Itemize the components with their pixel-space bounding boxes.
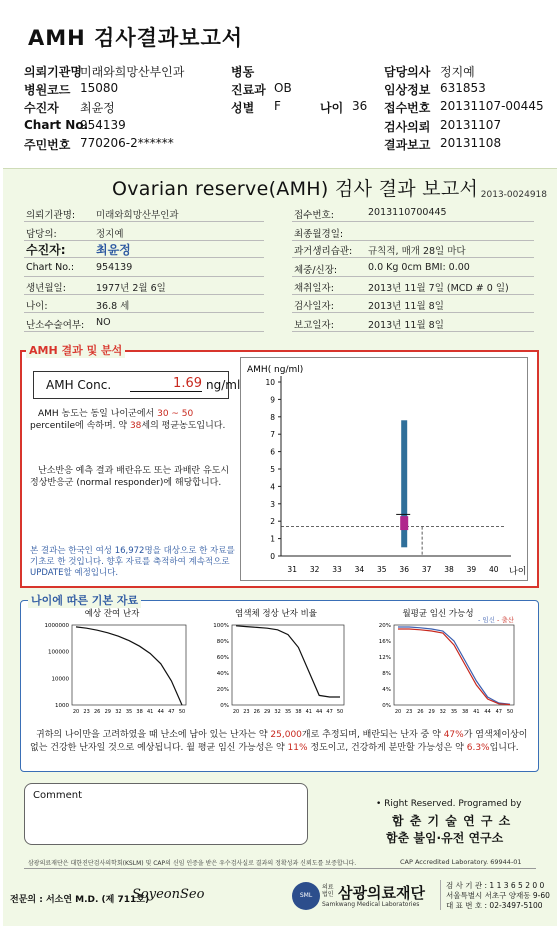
s-k: 입니다. xyxy=(489,742,519,753)
y-tick-label: 1 xyxy=(270,534,275,544)
mini-x-tick: 29 xyxy=(428,709,435,715)
mini-x-tick: 41 xyxy=(473,709,480,715)
row-separator xyxy=(24,331,264,332)
s-c: 개로 추정되며, 배란되는 난자 중 xyxy=(301,730,430,740)
mini-x-tick: 47 xyxy=(495,709,502,715)
mini-x-tick: 23 xyxy=(406,709,413,715)
header-value: 770206-2****** xyxy=(80,136,174,150)
patient-value: 정지예 xyxy=(96,229,124,240)
patient-key: 수진자: xyxy=(26,243,66,257)
y-tick-label: 9 xyxy=(270,395,275,405)
amh-data-note: 본 결과는 한국인 여성 16,972명을 대상으로 한 자료를 기초로 한 것입니다. 향후 자료를 축적하여 계속적으로 UPDATE할 예정입니다. xyxy=(30,546,235,578)
patient-key: 과거생리습관: xyxy=(294,246,353,257)
mini-x-tick: 50 xyxy=(506,709,514,715)
x-tick-label: 39 xyxy=(466,565,477,574)
mini-plot-area xyxy=(394,625,514,705)
header-key: 병원코드 xyxy=(24,83,71,97)
mini-x-tick: 35 xyxy=(450,709,458,715)
header-key: 진료과 xyxy=(231,83,266,97)
mini-y-tick: 100% xyxy=(213,623,229,629)
mini-y-tick: 16% xyxy=(378,639,391,645)
header-key: 주민번호 xyxy=(24,138,71,152)
p1d: 38 xyxy=(129,421,142,431)
patient-value: 최윤정 xyxy=(96,243,131,257)
mini-x-tick: 23 xyxy=(243,709,250,715)
header-key: 임상정보 xyxy=(384,83,431,97)
sheet-title: Ovarian reserve(AMH) 검사 결과 보고서 xyxy=(112,178,479,200)
mini-chart-title: 예상 잔여 난자 xyxy=(84,609,140,619)
chart-ylabel: AMH( ng/ml) xyxy=(247,365,304,375)
logo-main: 삼광의료재단 xyxy=(338,884,425,902)
header-value: 954139 xyxy=(80,118,126,132)
header-key: 나이 xyxy=(320,101,344,115)
mini-y-tick: 4% xyxy=(382,687,391,693)
mini-chart-eggs xyxy=(32,607,192,719)
header-key: 의뢰기관명 xyxy=(24,65,82,79)
s-f: 가 염색체이상이 없는 건강한 난자일 것으로 예상됩니다. 월 평균 임신 가능성은 약 xyxy=(30,730,528,753)
rights-text: • Right Reserved. Programed by xyxy=(376,799,522,809)
mini-x-tick: 26 xyxy=(253,709,260,715)
patient-value: 0.0 Kg 0cm BMI: 0.00 xyxy=(368,262,470,273)
y-tick-label: 2 xyxy=(270,517,275,527)
patient-key: 생년월일: xyxy=(26,283,66,294)
row-separator xyxy=(292,294,534,295)
mini-plot-area xyxy=(72,625,186,705)
patient-value: 2013년 11월 8일 xyxy=(368,320,444,331)
mini-y-tick: 1000000 xyxy=(44,623,69,629)
contact-block xyxy=(446,881,550,911)
s-a: 귀하의 나이만을 고려하였을 때 난소에 남아 있는 난자는 약 xyxy=(36,730,268,740)
y-tick-label: 5 xyxy=(270,465,275,474)
header-value: 631853 xyxy=(440,81,486,95)
s-b: 25,000 xyxy=(270,730,302,740)
mini-plot-area xyxy=(232,625,344,705)
header-key: 접수번호 xyxy=(384,101,431,115)
amh-age-chart xyxy=(241,358,529,582)
mini-x-tick: 20 xyxy=(232,709,240,715)
patient-value: NO xyxy=(96,317,111,328)
mini-x-tick: 26 xyxy=(94,709,101,715)
s-h: 정도이고, xyxy=(310,742,349,753)
row-separator xyxy=(24,294,264,295)
s-g: 11% xyxy=(287,742,308,753)
p1a: AMH 농도는 동일 나이군에서 xyxy=(38,409,155,419)
lab-name-1: 함 춘 기 술 연 구 소 xyxy=(392,814,512,828)
patient-value: 2013110700445 xyxy=(368,207,447,218)
patient-key: 채취일자: xyxy=(294,283,334,294)
logo-small: 의료 법인 xyxy=(322,884,334,898)
logo-en: Samkwang Medical Laboratories xyxy=(322,901,420,908)
row-separator xyxy=(292,312,534,313)
header-key: 수진자 xyxy=(24,101,59,115)
header-value: F xyxy=(274,99,281,113)
mini-x-tick: 44 xyxy=(157,709,164,715)
mini-x-tick: 44 xyxy=(484,709,491,715)
patient-value: 2013년 11월 8일 xyxy=(368,301,444,312)
header-key: 병동 xyxy=(231,65,255,79)
patient-point xyxy=(400,516,408,530)
x-tick-label: 34 xyxy=(354,565,365,574)
header-key: 결과보고 xyxy=(384,138,431,152)
s-d: 약 xyxy=(432,730,441,740)
mini-chart-normal xyxy=(202,607,350,719)
p1c: percentile에 속하며. 약 xyxy=(30,421,128,431)
p1e: 세의 평균농도입니다. xyxy=(141,421,226,431)
mini-x-tick: 23 xyxy=(83,709,90,715)
mini-x-tick: 41 xyxy=(147,709,154,715)
header-value: 36 xyxy=(352,99,368,113)
mini-x-tick: 32 xyxy=(274,709,281,715)
lab-name-2: 함춘 불임·유전 연구소 xyxy=(386,831,504,845)
mini-x-tick: 50 xyxy=(178,709,186,715)
contact-divider xyxy=(440,880,441,910)
mini-x-tick: 47 xyxy=(168,709,175,715)
contact-3: 대 표 번 호 : 02-3497-5100 xyxy=(446,901,543,910)
mini-x-tick: 35 xyxy=(284,709,292,715)
y-tick-label: 7 xyxy=(270,430,275,440)
mini-y-tick: 60% xyxy=(216,655,229,661)
x-tick-label: 35 xyxy=(377,565,387,574)
basic-summary xyxy=(30,729,535,754)
y-tick-label: 6 xyxy=(270,447,275,457)
p1b: 30 ~ 50 xyxy=(157,409,194,419)
chart-xlabel: 나이 xyxy=(509,567,527,577)
header-value: 20131107-00445 xyxy=(440,99,544,113)
mini-chart-title: 월평균 임신 가능성 xyxy=(402,609,474,619)
doctor-signature: SoyeonSeo xyxy=(132,887,205,902)
mini-x-tick: 26 xyxy=(417,709,424,715)
y-tick-label: 3 xyxy=(270,499,275,509)
header-key: 검사의뢰 xyxy=(384,120,431,134)
amh-percentile-text xyxy=(30,408,235,432)
header-key: 성별 xyxy=(231,101,255,115)
mini-y-tick: 0% xyxy=(220,703,229,709)
s-j: 6.3% xyxy=(466,742,490,753)
mini-y-tick: 1000 xyxy=(55,703,69,709)
s-i: 건강하게 분만할 가능성은 약 xyxy=(350,742,464,753)
mini-y-tick: 100000 xyxy=(48,649,69,656)
comment-label: Comment xyxy=(33,790,82,801)
header-key: 담당의사 xyxy=(384,65,431,79)
report-title: AMH 검사결과보고서 xyxy=(28,26,244,50)
cert-text: 삼광의료재단은 대한진단검사의학회(KSLM) 및 CAP의 신임 인증을 받은 우수검사실로 결과의 정확성과 신뢰도를 보증합니다. xyxy=(28,860,357,867)
y-tick-label: 0 xyxy=(270,552,275,561)
mini-chart-title: 염색체 정상 난자 비율 xyxy=(234,609,318,619)
amh-chart-frame xyxy=(240,357,528,581)
mini-y-tick: 8% xyxy=(382,671,391,677)
mini-x-tick: 38 xyxy=(136,709,143,715)
row-separator xyxy=(292,257,534,258)
amh-conc-label: AMH Conc. xyxy=(46,378,112,392)
x-tick-label: 38 xyxy=(444,565,454,574)
mini-x-tick: 38 xyxy=(462,709,469,715)
comment-box xyxy=(24,783,308,845)
patient-value: 954139 xyxy=(96,262,133,273)
header-value: 최윤정 xyxy=(80,101,115,115)
row-separator xyxy=(292,240,534,241)
mini-y-tick: 20% xyxy=(216,687,229,693)
mini-x-tick: 35 xyxy=(125,709,133,715)
patient-key: 보고일자: xyxy=(294,320,334,331)
patient-key: 최종월경일: xyxy=(294,229,344,240)
y-tick-label: 8 xyxy=(270,412,275,422)
amh-conc-value: 1.69 xyxy=(130,376,202,392)
amh-section-label: AMH 결과 및 분석 xyxy=(26,342,125,358)
patient-key: 검사일자: xyxy=(294,301,334,312)
x-tick-label: 32 xyxy=(309,565,320,574)
mini-x-tick: 29 xyxy=(264,709,271,715)
patient-key: 난소수술여부: xyxy=(26,320,85,331)
patient-value: 규칙적, 매개 28일 마다 xyxy=(368,246,466,257)
mini-y-tick: 12% xyxy=(378,655,391,661)
basic-data-label: 나이에 따른 기본 자료 xyxy=(28,592,141,608)
mini-x-tick: 44 xyxy=(316,709,323,715)
cap-text: CAP Accredited Laboratory. 69944-01 xyxy=(400,858,522,866)
mini-y-tick: 80% xyxy=(216,639,229,645)
header-value: OB xyxy=(274,81,292,95)
mini-y-tick: 20% xyxy=(378,623,391,629)
patient-value: 미래와희망산부인과 xyxy=(96,210,179,221)
patient-key: 나이: xyxy=(26,301,48,312)
sml-logo-icon xyxy=(292,882,320,910)
header-value: 15080 xyxy=(80,81,119,95)
mini-x-tick: 47 xyxy=(326,709,333,715)
s-e: 47% xyxy=(443,730,464,740)
mini-y-tick: 40% xyxy=(216,671,229,677)
mini-y-tick: 10000 xyxy=(51,676,69,683)
header-value: 20131107 xyxy=(440,118,502,132)
row-separator xyxy=(24,257,264,258)
mini-x-tick: 20 xyxy=(394,709,402,715)
mini-x-tick: 20 xyxy=(72,709,80,715)
row-separator xyxy=(24,221,264,222)
mini-chart-pregnancy xyxy=(356,607,520,719)
mini-x-tick: 41 xyxy=(305,709,312,715)
row-separator xyxy=(292,276,534,277)
mini-legend: - 임신 - 출산 xyxy=(478,616,515,624)
mini-x-tick: 29 xyxy=(104,709,111,715)
row-separator xyxy=(292,221,534,222)
mini-x-tick: 32 xyxy=(439,709,446,715)
patient-key: 체중/신장: xyxy=(294,265,338,276)
contact-2: 서울특별시 서초구 양재동 9-60 xyxy=(446,891,550,900)
patient-value: 1977년 2월 6일 xyxy=(96,283,166,294)
patient-key: 의뢰기관명: xyxy=(26,210,76,221)
header-value: 미래와희망산부인과 xyxy=(80,65,185,79)
mini-x-tick: 32 xyxy=(115,709,122,715)
x-tick-label: 31 xyxy=(287,565,297,574)
y-tick-label: 10 xyxy=(265,378,275,387)
x-tick-label: 37 xyxy=(421,565,432,574)
document-number: 2013-0024918 xyxy=(480,190,547,200)
x-tick-label: 40 xyxy=(489,565,499,574)
mini-x-tick: 50 xyxy=(336,709,344,715)
header-value: 정지예 xyxy=(440,65,475,79)
amh-conc-box xyxy=(33,371,241,399)
patient-key: 담당의: xyxy=(26,229,57,240)
row-separator xyxy=(24,312,264,313)
patient-key: 접수번호: xyxy=(294,210,334,221)
patient-key: Chart No.: xyxy=(26,262,75,273)
header-key: Chart No. xyxy=(24,118,89,132)
x-tick-label: 33 xyxy=(332,565,342,574)
sml-logo-badge: SML xyxy=(299,892,313,899)
doctor-line: 전문의 : 서소연 M.D. (제 711호) xyxy=(10,895,150,905)
row-separator xyxy=(292,331,534,332)
amh-conc-unit: ng/ml xyxy=(206,378,241,392)
y-tick-label: 4 xyxy=(270,482,275,492)
mini-y-tick: 0% xyxy=(382,703,391,709)
header-value: 20131108 xyxy=(440,136,502,150)
x-tick-label: 36 xyxy=(399,565,409,574)
contact-1: 검 사 기 관 : 1 1 3 6 5 2 0 0 xyxy=(446,881,545,890)
footer-divider xyxy=(24,868,536,869)
amh-responder-text: 난소반응 예측 결과 배란유도 또는 과배란 유도시 정상반응군 (normal responder)에 해당합니다. xyxy=(30,466,230,488)
patient-value: 36.8 세 xyxy=(96,301,130,312)
patient-value: 2013년 11월 7일 (MCD # 0 일) xyxy=(368,283,509,294)
row-separator xyxy=(24,276,264,277)
mini-x-tick: 38 xyxy=(295,709,302,715)
